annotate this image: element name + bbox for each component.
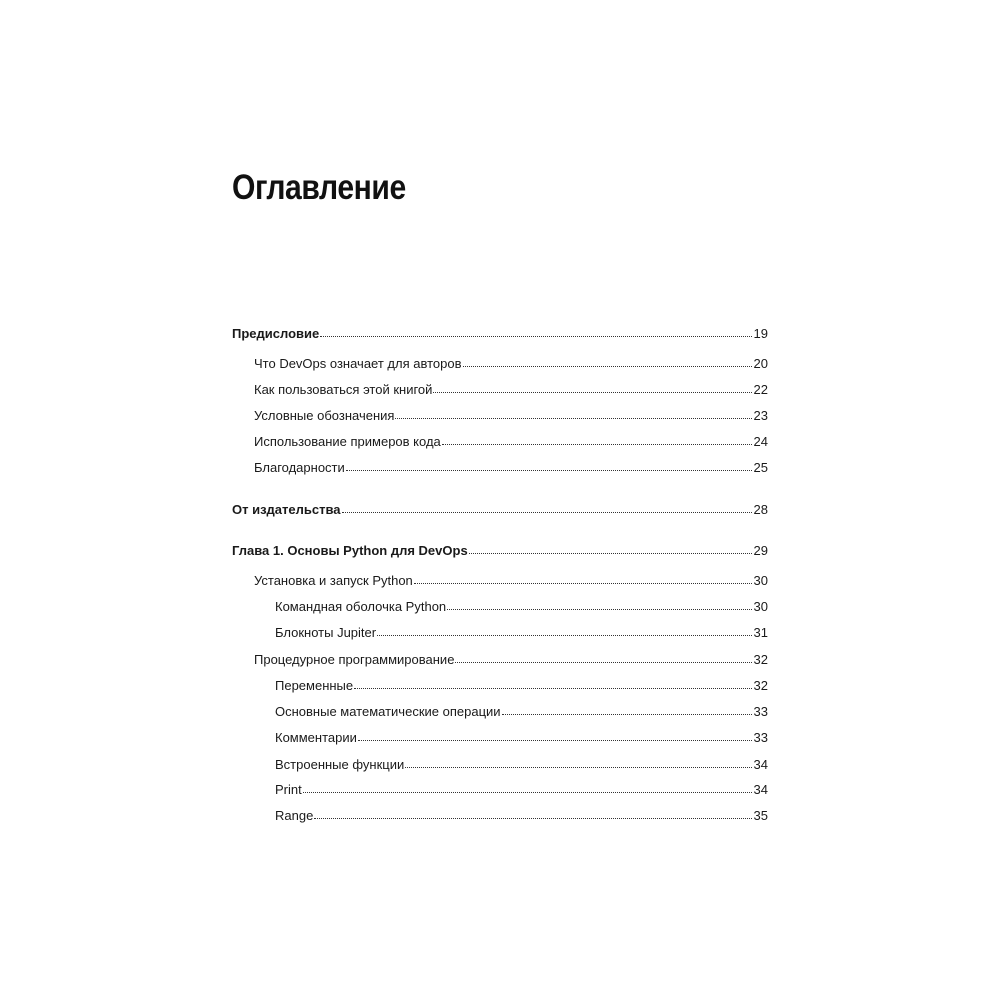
toc-entry-page: 29: [753, 543, 768, 558]
toc-entry-label: Условные обозначения: [254, 408, 395, 423]
toc-entry-from-publisher: [232, 501, 768, 519]
toc-entry-page: 33: [753, 730, 768, 745]
toc-entry-python-shell: [275, 598, 768, 616]
toc-entry-preface: [232, 325, 768, 343]
toc-entry-label: Как пользоваться этой книгой: [254, 382, 433, 397]
toc-leader-dots: [405, 766, 751, 768]
toc-entry-label: Встроенные функции: [275, 757, 405, 772]
toc-leader-dots: [433, 391, 751, 393]
toc-entry-procedural-programming: [254, 651, 768, 669]
toc-entry-label: Range: [275, 808, 314, 823]
toc-entry-page: 22: [753, 382, 768, 397]
toc-entry-label: Комментарии: [275, 730, 357, 745]
toc-entry-page: 23: [753, 408, 768, 423]
toc-entry-page: 31: [753, 625, 768, 640]
toc-entry-label: Блокноты Jupiter: [275, 625, 377, 640]
toc-entry-how-to-use-book: [254, 381, 768, 399]
toc-entry-label: Основные математические операции: [275, 704, 501, 719]
toc-leader-dots: [346, 469, 752, 471]
toc-entry-page: 20: [753, 356, 768, 371]
toc-leader-dots: [447, 608, 751, 610]
toc-entry-variables: [275, 677, 768, 695]
toc-leader-dots: [314, 817, 751, 819]
toc-entry-chapter-1: [232, 542, 768, 560]
toc-entry-label: Глава 1. Основы Python для DevOps: [232, 543, 468, 558]
toc-leader-dots: [320, 335, 751, 337]
toc-entry-label: Переменные: [275, 678, 354, 693]
toc-leader-dots: [414, 582, 752, 584]
toc-entry-page: 28: [753, 502, 768, 517]
toc-leader-dots: [303, 791, 752, 793]
toc-entry-devops-for-authors: [254, 355, 768, 373]
toc-entry-page: 30: [753, 573, 768, 588]
toc-entry-label: Предисловие: [232, 326, 320, 341]
toc-leader-dots: [395, 417, 751, 419]
toc-leader-dots: [354, 687, 751, 689]
toc-entry-label: Print: [275, 782, 302, 797]
toc-entry-conventions: [254, 407, 768, 425]
toc-entry-page: 35: [753, 808, 768, 823]
toc-entry-page: 25: [753, 460, 768, 475]
toc-leader-dots: [358, 739, 752, 741]
toc-entry-math-operations: [275, 703, 768, 721]
toc-entry-builtin-functions: [275, 756, 768, 774]
toc-entry-comments: [275, 729, 768, 747]
toc-entry-code-examples: [254, 433, 768, 451]
toc-entry-page: 30: [753, 599, 768, 614]
toc-entry-page: 34: [753, 782, 768, 797]
toc-entry-label: Что DevOps означает для авторов: [254, 356, 462, 371]
toc-entry-label: Использование примеров кода: [254, 434, 441, 449]
toc-entry-jupiter-notebooks: [275, 624, 768, 642]
toc-entry-page: 32: [753, 678, 768, 693]
toc-entry-page: 19: [753, 326, 768, 341]
toc-entry-label: Благодарности: [254, 460, 345, 475]
toc-leader-dots: [342, 511, 752, 513]
toc-leader-dots: [442, 443, 752, 445]
toc-entry-label: Командная оболочка Python: [275, 599, 447, 614]
toc-entry-acknowledgements: [254, 459, 768, 477]
toc-entry-range: [275, 807, 768, 825]
page-title: Оглавление: [232, 168, 406, 207]
toc-entry-label: Установка и запуск Python: [254, 573, 413, 588]
toc-entry-page: 32: [753, 652, 768, 667]
toc-entry-page: 24: [753, 434, 768, 449]
toc-entry-label: Процедурное программирование: [254, 652, 455, 667]
toc-leader-dots: [377, 634, 751, 636]
toc-leader-dots: [502, 713, 752, 715]
toc-entry-page: 34: [753, 757, 768, 772]
toc-entry-print: [275, 781, 768, 799]
toc-leader-dots: [463, 365, 752, 367]
toc-leader-dots: [455, 661, 751, 663]
toc-entry-page: 33: [753, 704, 768, 719]
toc-entry-install-python: [254, 572, 768, 590]
toc-leader-dots: [469, 552, 752, 554]
toc-entry-label: От издательства: [232, 502, 341, 517]
